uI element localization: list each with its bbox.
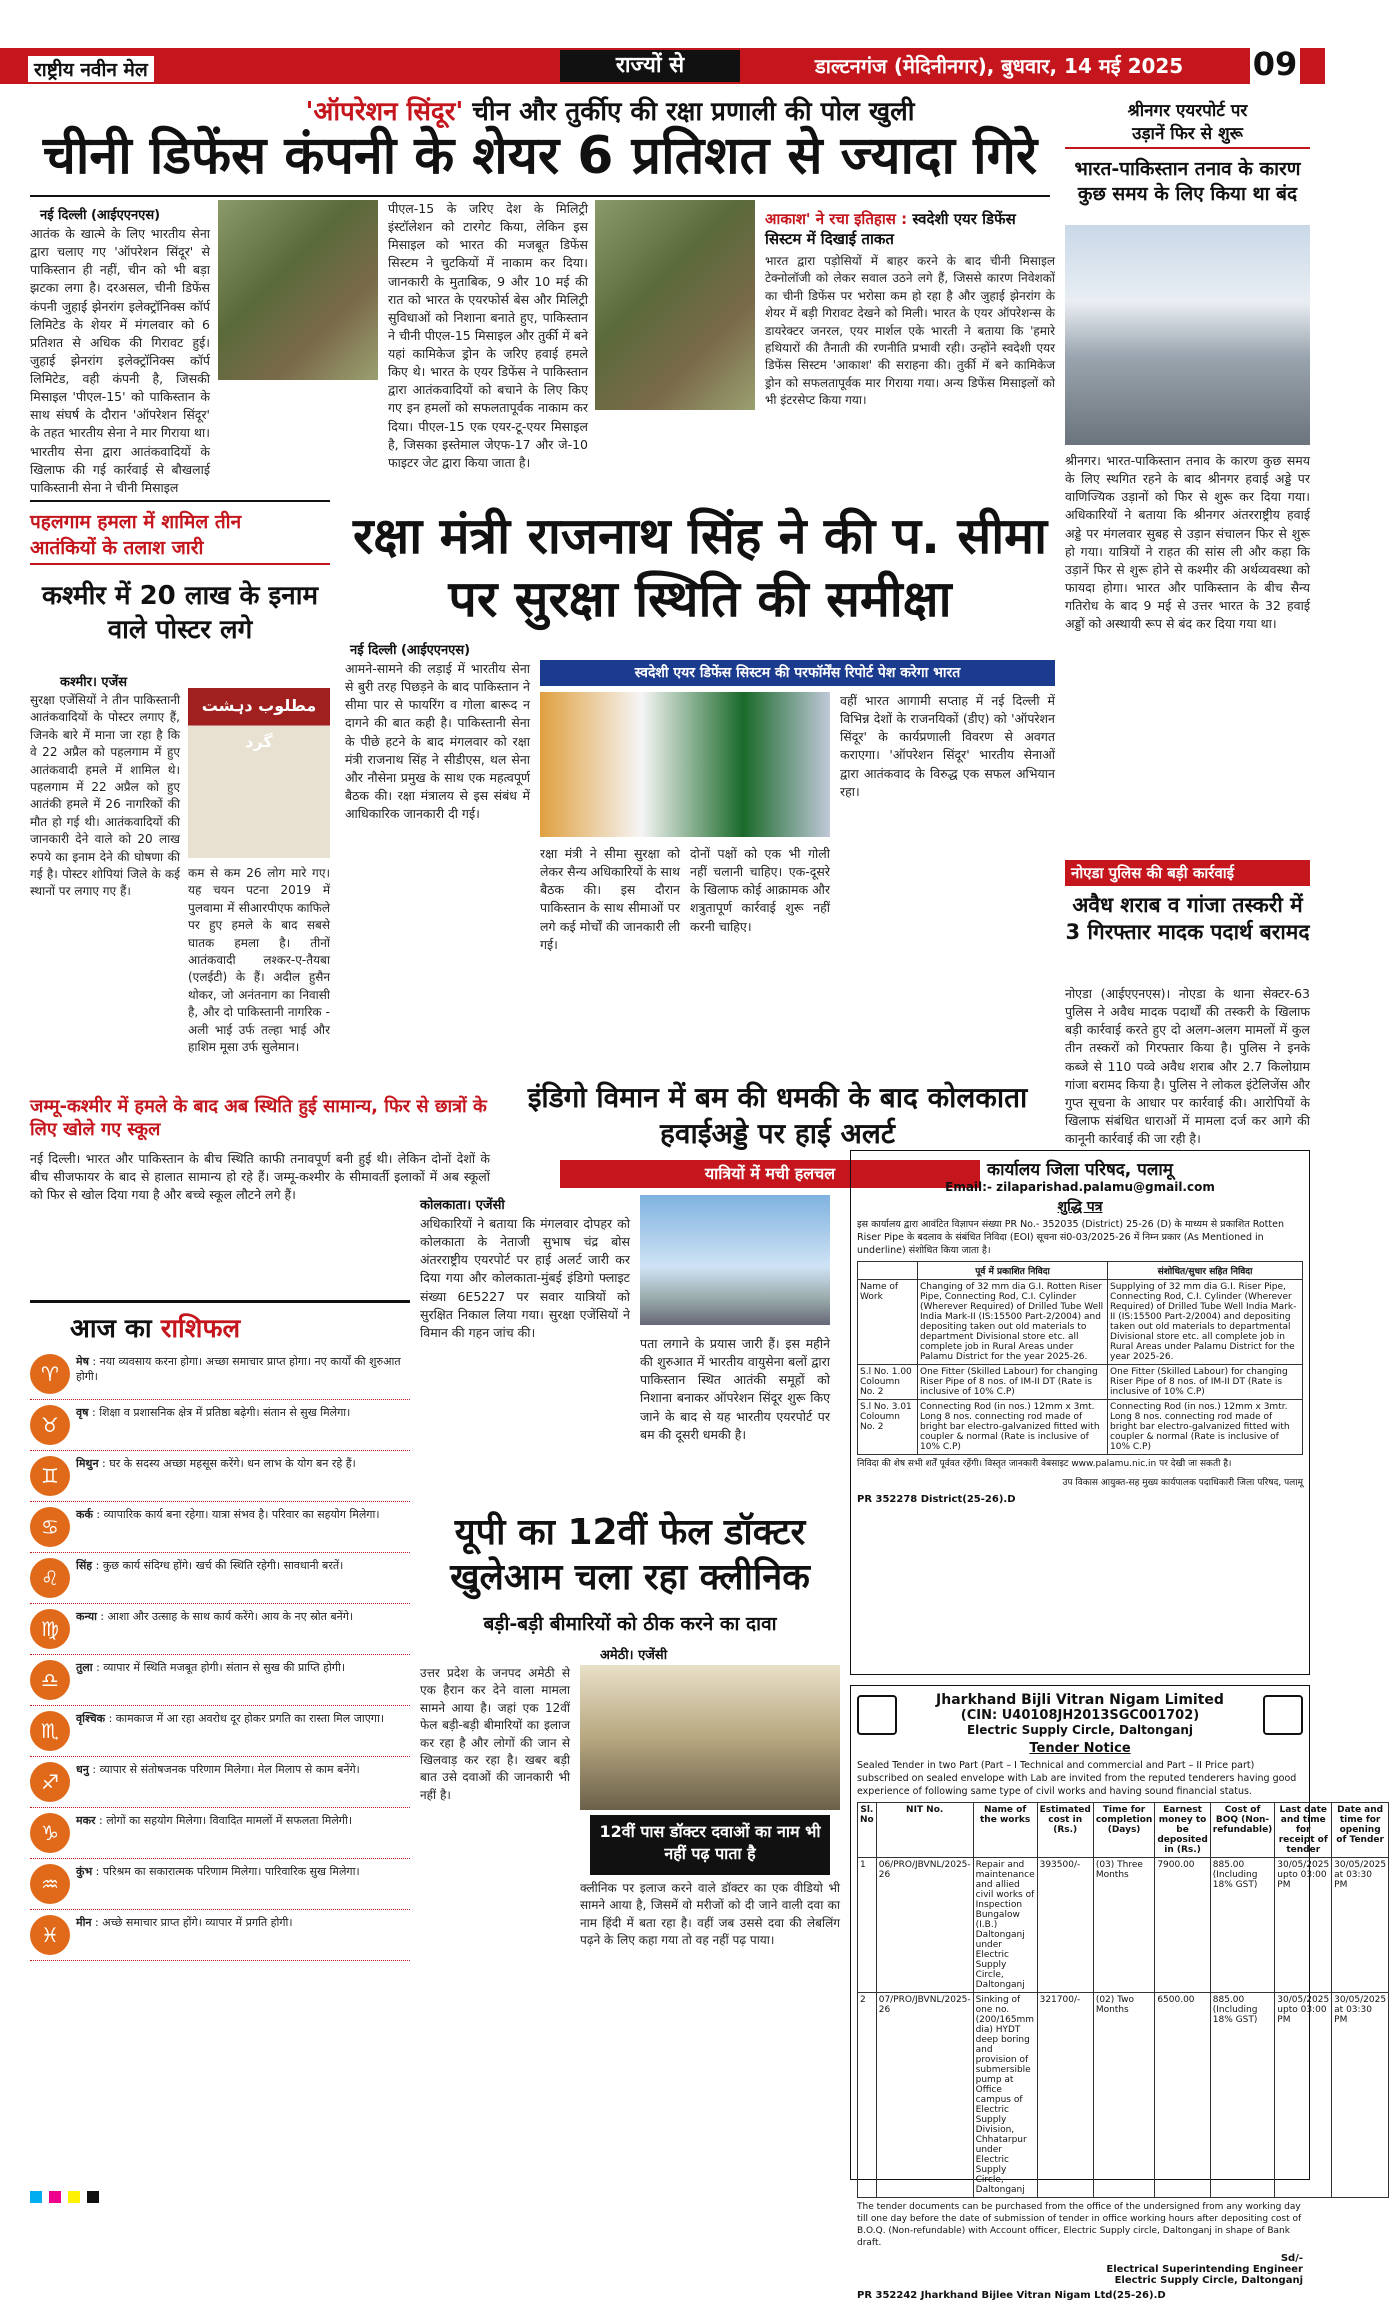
tender-zp-cell: One Fitter (Skilled Labour) for changing Riser Pipe of 8 nos. of IM-II DT (Rate is inclusive of 10% C.P) bbox=[1108, 1365, 1303, 1400]
srinagar-body: श्रीनगर। भारत-पाकिस्तान तनाव के कारण कुछ समय के लिए स्थगित रहने के बाद श्रीनगर हवाई अड्डे पर वाणिज्यिक उड़ानों को फिर से शुरू कर दिया गया। अधिकारियों ने बताया कि श्रीनगर अंतरराष्ट्रीय हवाई अड्डे पर मंगलवार सुबह से उड़ान संचालन फिर से शुरू हो गया। यात्रियों ने राहत की सांस ली और कहा कि उड़ानें फिर से शुरू होने से कश्मीर की अर्थव्यवस्था को फायदा होगा। भारत और पाकिस्तान के बीच सैन्य गतिरोध के बाद 9 मई से उत्तर भारत के 32 हवाई अड्डों को अस्थायी रूप से बंद कर दिया गया था। bbox=[1065, 453, 1310, 632]
tender-zp-cell: S.l No. 3.01 Coloumn No. 2 bbox=[858, 1400, 918, 1455]
rashi-name: मिथुन bbox=[76, 1457, 99, 1470]
lead-rule bbox=[30, 195, 1050, 197]
lead-col2: पीएल-15 के जरिए देश के मिलिट्री इंस्टॉलेशन को टारगेट किया, लेकिन इस मिसाइल को भारत की मजबूत डिफेंस सिस्टम ने चुटकियों में नाकाम कर दिया। जानकारी के मुताबिक, 9 और 10 मई की रात को भारत के एयरफोर्स बेस और मिलिट्री सुविधाओं को निशाना बनाते हुए, पाकिस्तान ने चीनी पीएल-15 मिसाइल और तुर्की में बने यहां कामिकेज ड्रोन के जरिए हवाई हमले किए थे। भारत के एयर डिफेंस ने पाकिस्तान द्वारा आतंकवादियों को बचाने के लिए किए गए इन हमलों को सफलतापूर्वक नाकाम कर दिया। पीएल-15 एक एयर-टू-एयर मिसाइल है, जिसका इस्तेमाल जेएफ-17 और जे-10 फाइटर जेट द्वारा किया जाता है। bbox=[388, 201, 588, 470]
rashi-text: घर के सदस्य अच्छा महसूस करेंगे। धन लाभ के योग बन रहे हैं। bbox=[109, 1457, 356, 1470]
pahalgam-poster-photo bbox=[188, 688, 330, 858]
tender-zp-cell: Name of Work bbox=[858, 1280, 918, 1365]
clinic-byline: अमेठी। एजेंसी bbox=[600, 1648, 668, 1663]
tender-zp-intro: इस कार्यालय द्वारा आवंटित विज्ञापन संख्या PR No.- 352035 (District) 25-26 (D) के माध्यम से प्रकाशित Rotten Riser Pipe के बदलाव के संबंधित निविदा (EOI) सूचना सं0-03/2025-26 में निम्न प्रकार (As Mentioned in underline) संशोधित किया जाता है। bbox=[857, 1219, 1284, 1256]
jbvnl-sign-2: Electrical Superintending Engineer bbox=[1106, 2264, 1303, 2276]
jbvnl-cell: 885.00 (Including 18% GST) bbox=[1210, 1858, 1275, 1993]
tender-zp-title: शुद्धि पत्र bbox=[1057, 1199, 1103, 1215]
jbvnl-pr: PR 352242 Jharkhand Bijlee Vitran Nigam Ltd(25-26).D bbox=[857, 2290, 1166, 2301]
jbvnl-cell: 2 bbox=[858, 1993, 877, 2198]
paper-name: राष्ट्रीय नवीन मेल bbox=[28, 56, 154, 82]
akash-body: भारत द्वारा पड़ोसियों में बाहर करने के बाद चीनी मिसाइल टेक्नोलॉजी को लेकर सवाल उठने लगे हैं, जिससे कारण निवेशकों का चीनी डिफेंस पर भरोसा कम हो रहा है और जुहाई झेनरांग के शेयर में बड़ी गिरावट देखने को मिली। भारत के एयर ऑपरेशन्स के डायरेक्टर जनरल, एयर मार्शल एके भारती ने बताया कि 'हमारे हथियारों की तैनाती की रणनीति प्रभावी रही। उन्होंने स्वदेशी एयर डिफेंस सिस्टम 'आकाश' की सराहना की। तुर्की में बने कामिकेज ड्रोन को सफलतापूर्वक मार गिराया गया। अन्य डिफेंस मिसाइलों को भी इंटरसेप्ट किया गया। bbox=[765, 254, 1055, 408]
jbvnl-circle: Electric Supply Circle, Daltonganj bbox=[966, 1723, 1194, 1737]
tender-zp-footer: निविदा की शेष सभी शर्तें पूर्ववत रहेंगी। विस्तृत जानकारी वेबसाइट www.palamu.nic.in पर देखी जा सकती है। bbox=[857, 1459, 1232, 1470]
rashi-row bbox=[30, 1757, 410, 1808]
pahalgam-label-block bbox=[30, 508, 330, 565]
rashi-symbol-icon: ♈ bbox=[30, 1354, 70, 1394]
jbvnl-cell: 6500.00 bbox=[1155, 1993, 1210, 2198]
jbvnl-cell: Sinking of one no. (200/165mm dia) HYDT deep boring and provision of submersible pump at Office campus of Electric Supply Division, Chhatarpur under Electric Supply Circle, Daltonganj bbox=[973, 1993, 1037, 2198]
lead-byline: नई दिल्ली (आईएएनएस) bbox=[40, 208, 161, 223]
rajnath-strap: स्वदेशी एयर डिफेंस सिस्टम की परफॉर्मेंस रिपोर्ट पेश करेगा भारत bbox=[540, 660, 1055, 686]
noida-bar: नोएडा पुलिस की बड़ी कार्रवाई bbox=[1065, 860, 1310, 886]
jbvnl-cell: 30/05/2025 at 03:30 PM bbox=[1332, 1858, 1389, 1993]
rashi-text: अच्छे समाचार प्राप्त होंगे। व्यापार में प्रगति होगी। bbox=[102, 1916, 293, 1929]
lead-kicker bbox=[250, 92, 970, 128]
tender-zp-col-b: संशोधित/सुधार सहित निविदा bbox=[1108, 1262, 1303, 1280]
rashi-name: वृष bbox=[76, 1406, 89, 1419]
rajnath-headline: रक्षा मंत्री राजनाथ सिंह ने की प. सीमा पर सुरक्षा स्थिति की समीक्षा bbox=[352, 507, 1048, 628]
jbvnl-cell: Repair and maintenance and allied civil works of Inspection Bungalow (I.B.) Daltonganj under Electric Supply Circle, Daltonganj bbox=[973, 1858, 1037, 1993]
tender-zp-row bbox=[858, 1400, 1303, 1455]
rashi-text: व्यापार में स्थिति मजबूत होगी। संतान से सुख की प्राप्ति होगी। bbox=[103, 1661, 346, 1674]
akash-lead-red: आकाश' ने रचा इतिहास : bbox=[765, 210, 908, 228]
jbvnl-cell: (03) Three Months bbox=[1093, 1858, 1155, 1993]
rashi-symbol-icon: ♊ bbox=[30, 1456, 70, 1496]
rajnath-col3: दोनों पक्षों को एक भी गोली नहीं चलानी चाहिए। एक-दूसरे के खिलाफ कोई आक्रामक और शत्रुतापूर्ण कार्रवाई शुरू नहीं करनी चाहिए। bbox=[690, 846, 830, 934]
indigo-body: अधिकारियों ने बताया कि मंगलवार दोपहर को कोलकाता के नेताजी सुभाष चंद्र बोस अंतरराष्ट्रीय एयरपोर्ट पर हाई अलर्ट जारी कर दिया गया और कोलकाता-मुंबई इंडिगो फ्लाइट संख्या 6E5227 पर सवार यात्रियों को सुरक्षित निकाल लिया गया। सुरक्षा एजेंसियों ने विमान की गहन जांच की। bbox=[420, 1216, 630, 1340]
rashi-name: कुंभ bbox=[76, 1865, 93, 1878]
tender-zp-office: कार्यालय जिला परिषद, पलामू bbox=[987, 1160, 1173, 1180]
indigo-bar: यात्रियों में मची हलचल bbox=[560, 1160, 980, 1188]
srinagar-subhead: भारत-पाकिस्तान तनाव के कारण कुछ समय के लिए किया था बंद bbox=[1074, 158, 1301, 205]
rashi-text-block: वृश्चिक : कामकाज में आ रहा अवरोध दूर होकर प्रगति का रास्ता मिल जाएगा। bbox=[76, 1712, 384, 1725]
page-number: 09 bbox=[1250, 44, 1300, 84]
jbvnl-intro: Sealed Tender in two Part (Part – I Technical and commercial and Part – II Price part) subscribed on sealed envelope with Lab are invited from the reputed tenderers having good experience of following same type of civil works and having sound financial status. bbox=[857, 1760, 1297, 1797]
jbvnl-cell: 30/05/2025 at 03:30 PM bbox=[1332, 1993, 1389, 2198]
rashi-row bbox=[30, 1604, 410, 1655]
lead-col1: आतंक के खात्मे के लिए भारतीय सेना द्वारा चलाए गए 'ऑपरेशन सिंदूर' से पाकिस्तान ही नहीं, चीन को भी बड़ा झटका लगा है। दरअसल, चीनी डिफेंस कंपनी जुहाई झेनरांग इलेक्ट्रॉनिक्स कॉर्प लिमिटेड के शेयर में मंगलवार को 6 प्रतिशत से अधिक की गिरावट हुई। जुहाई झेनरांग इलेक्ट्रॉनिक्स कॉर्प लिमिटेड, वही कंपनी है, जिसकी मिसाइल 'पीएल-15' को पाकिस्तान के साथ संघर्ष के दौरान 'ऑपरेशन सिंदूर' के तहत भारतीय सेना ने मार गिराया था। भारतीय सेना द्वारा आतंकवादियों के खिलाफ की गई कार्रवाई से बौखलाई पाकिस्तानी सेना ने चीनी मिसाइल bbox=[30, 226, 210, 495]
jk-school-headline: जम्मू-कश्मीर में हमले के बाद अब स्थिति हुई सामान्य, फिर से छात्रों के लिए खोले गए स्कूल bbox=[30, 1096, 487, 1141]
jbvnl-cell: 885.00 (Including 18% GST) bbox=[1210, 1993, 1275, 2198]
jbvnl-header-cell: Estimated cost in (Rs.) bbox=[1037, 1803, 1093, 1858]
srinagar-head-block bbox=[1065, 98, 1310, 206]
rashi-text: शिक्षा व प्रशासनिक क्षेत्र में प्रतिष्ठा बढ़ेगी। संतान से सुख मिलेगा। bbox=[99, 1406, 351, 1419]
jbvnl-cell: 06/PRO/JBVNL/2025-26 bbox=[876, 1858, 973, 1993]
jbvnl-sign-3: Electric Supply Circle, Daltonganj bbox=[1114, 2275, 1303, 2287]
rashi-name: कन्या bbox=[76, 1610, 97, 1623]
jbvnl-cell: 393500/- bbox=[1037, 1858, 1093, 1993]
rashi-name: तुला bbox=[76, 1661, 93, 1674]
clinic-subhead: बड़ी-बड़ी बीमारियों को ठीक करने का दावा bbox=[483, 1613, 777, 1635]
clinic-box-headline: 12वीं पास डॉक्टर दवाओं का नाम भी नहीं पढ़ पाता है bbox=[590, 1815, 830, 1875]
rashi-row bbox=[30, 1502, 410, 1553]
rashi-symbol-icon: ♉ bbox=[30, 1405, 70, 1445]
srinagar-airport-photo bbox=[1065, 225, 1310, 445]
rashi-text-block: मेष : नया व्यवसाय करना होगा। अच्छा समाचार प्राप्त होगा। नए कार्यों की शुरुआत होगी। bbox=[76, 1355, 401, 1384]
rashi-name: सिंह bbox=[76, 1559, 93, 1572]
jbvnl-header-cell: Sl. No bbox=[858, 1803, 877, 1858]
lead-photo-wreckage bbox=[218, 200, 378, 380]
pahalgam-label-1: पहलगाम हमला में शामिल तीन bbox=[30, 511, 242, 533]
jk-school-body: नई दिल्ली। भारत और पाकिस्तान के बीच स्थिति काफी तनावपूर्ण बनी हुई थी। लेकिन दोनों देशों के बीच सीजफायर के बाद से हालात सामान्य हो रहे हैं। जम्मू-कश्मीर के सीमावर्ती इलाकों में अब स्कूलों को फिर से खोल दिया गया है और बच्चे स्कूल लौटने लगे हैं। bbox=[30, 1151, 490, 1203]
lead-kicker-rest: चीन और तुर्कीए की रक्षा प्रणाली की पोल खुली bbox=[472, 97, 915, 127]
swatch-cyan bbox=[30, 2191, 42, 2203]
akash-box bbox=[765, 210, 1055, 498]
rashi-symbol-icon: ♌ bbox=[30, 1558, 70, 1598]
swatch-magenta bbox=[49, 2191, 61, 2203]
indigo-headline: इंडिगो विमान में बम की धमकी के बाद कोलकाता हवाईअड्डे पर हाई अलर्ट bbox=[527, 1081, 1028, 1151]
rashi-text-block: सिंह : कुछ कार्य संदिग्ध होंगे। खर्च की स्थिति रहेगी। सावधानी बरतें। bbox=[76, 1559, 344, 1572]
jbvnl-logo bbox=[857, 1695, 897, 1735]
rajnath-byline: नई दिल्ली (आईएएनएस) bbox=[350, 643, 471, 658]
rashi-name: कर्क bbox=[76, 1508, 93, 1521]
rashi-text-block: वृष : शिक्षा व प्रशासनिक क्षेत्र में प्रतिष्ठा बढ़ेगी। संतान से सुख मिलेगा। bbox=[76, 1406, 351, 1419]
jbvnl-header-cell: Date and time for opening of Tender bbox=[1332, 1803, 1389, 1858]
jbvnl-logo-right bbox=[1263, 1695, 1303, 1735]
pahalgam-body2: कम से कम 26 लोग मारे गए। यह चयन पटना 2019 में पुलवामा में सीआरपीएफ काफिले पर हुए हमले के बाद सबसे घातक हमला है। तीनों आतंकवादी लश्कर-ए-तैयबा (एलईटी) के हैं। अदील हुसैन थोकर, जो अनंतनाग का निवासी है, और दो पाकिस्तानी नागरिक - अली भाई उर्फ तल्हा भाई और हाशिम मूसा उर्फ सुलेमान। bbox=[188, 866, 330, 1054]
clinic-body: उत्तर प्रदेश के जनपद अमेठी से एक हैरान कर देने वाला मामला सामने आया है। जहां एक 12वीं फेल बड़ी-बड़ी बीमारियों का इलाज कर रहा है और लोगों की जान से खिलवाड़ कर रहा है। खबर बड़ी बात उसे दवाओं की जानकारी भी नहीं है। bbox=[420, 1666, 570, 1802]
rashifal-title bbox=[70, 1309, 410, 1345]
jbvnl-cell: 7900.00 bbox=[1155, 1858, 1210, 1993]
rashi-name: मीन bbox=[76, 1916, 92, 1929]
pahalgam-headline: कश्मीर में 20 लाख के इनाम वाले पोस्टर लगे bbox=[42, 581, 318, 645]
jbvnl-cell: 321700/- bbox=[1037, 1993, 1093, 2198]
rajnath-col2: रक्षा मंत्री ने सीमा सुरक्षा को लेकर सैन्य अधिकारियों के साथ बैठक की। इस दौरान पाकिस्तान के साथ सीमाओं पर लगे कई मोर्चों की जानकारी ली गई। bbox=[540, 846, 680, 952]
rashi-row bbox=[30, 1349, 410, 1400]
srinagar-headline-1: श्रीनगर एयरपोर्ट पर bbox=[1127, 101, 1248, 121]
rashi-symbol-icon: ♓ bbox=[30, 1915, 70, 1955]
rashi-symbol-icon: ♎ bbox=[30, 1660, 70, 1700]
srinagar-headline-2: उड़ानें फिर से शुरू bbox=[1065, 121, 1310, 149]
rashi-text: नया व्यवसाय करना होगा। अच्छा समाचार प्राप्त होगा। नए कार्यों की शुरुआत होगी। bbox=[76, 1355, 401, 1384]
rashi-text: व्यापारिक कार्य बना रहेगा। यात्रा संभव है। परिवार का सहयोग मिलेगा। bbox=[103, 1508, 380, 1521]
clinic-headline: यूपी का 12वीं फेल डॉक्टर खुलेआम चला रहा क्लीनिक bbox=[450, 1512, 810, 1598]
tender-zp-cell: Connecting Rod (in nos.) 12mm x 3mtr. Long 8 nos. connecting rod made of bright bar electro-galvanized fitted with coupler & normal (Rate is inclusive of 10% C.P) bbox=[1108, 1400, 1303, 1455]
rashi-name: मेष bbox=[76, 1355, 89, 1368]
rashi-text-block: कन्या : आशा और उत्साह के साथ कार्य करेंगे। आय के नए स्रोत बनेंगे। bbox=[76, 1610, 354, 1623]
tender-zp-cell: S.l No. 1.00 Coloumn No. 2 bbox=[858, 1365, 918, 1400]
tender-zp-row bbox=[858, 1280, 1303, 1365]
rashi-text-block: कुंभ : परिश्रम का सकारात्मक परिणाम मिलेगा। पारिवारिक सुख मिलेगा। bbox=[76, 1865, 360, 1878]
dateline: डाल्टनगंज (मेदिनीनगर), बुधवार, 14 मई 2025 bbox=[815, 54, 1184, 78]
jbvnl-header-cell: NIT No. bbox=[876, 1803, 973, 1858]
jbvnl-title: Tender Notice bbox=[1029, 1741, 1131, 1756]
rashi-row bbox=[30, 1859, 410, 1910]
jbvnl-row bbox=[858, 1858, 1389, 1993]
rashi-text-block: मीन : अच्छे समाचार प्राप्त होंगे। व्यापार में प्रगति होगी। bbox=[76, 1916, 293, 1929]
tender-zp-cell: One Fitter (Skilled Labour) for changing Riser Pipe of 8 nos. of IM-II DT (Rate is inclusive of 10% C.P) bbox=[918, 1365, 1108, 1400]
rashi-symbol-icon: ♍ bbox=[30, 1609, 70, 1649]
rajnath-side: वहीं भारत आगामी सप्ताह में नई दिल्ली में विभिन्न देशों के राजनयिकों (डीए) को 'ऑपरेशन सिंदूर' के कार्यप्रणाली विवरण से अवगत कराएगा। 'ऑपरेशन सिंदूर' भारतीय सेनाओं द्वारा आतंकवाद के विरुद्ध एक सफल अभियान रहा। bbox=[840, 693, 1055, 799]
rashi-row bbox=[30, 1910, 410, 1961]
rashi-text: व्यापार से संतोषजनक परिणाम मिलेगा। मेल मिलाप से काम बनेंगे। bbox=[99, 1763, 360, 1776]
jbvnl-header-cell: Last date and time for receipt of tender bbox=[1275, 1803, 1332, 1858]
rashi-text-block: तुला : व्यापार में स्थिति मजबूत होगी। संतान से सुख की प्राप्ति होगी। bbox=[76, 1661, 346, 1674]
lead-photo-field bbox=[595, 200, 755, 410]
jbvnl-cell: 1 bbox=[858, 1858, 877, 1993]
rashi-text: लोगों का सहयोग मिलेगा। विवादित मामलों में सफलता मिलेगी। bbox=[106, 1814, 353, 1827]
section-tab: राज्यों से bbox=[560, 50, 740, 82]
tender-zp-cell: Changing of 32 mm dia G.I. Rotten Riser Pipe, Connecting Rod, C.I. Cylinder (Wherever Required) of Drilled Tube Well India Mark-II (IS:15500 Part-2/2004) and depositing taken out old materials to department Divisional store etc. all complete job in Rural Areas under Palamu District for the year 2025-26. bbox=[918, 1280, 1108, 1365]
rashi-name: मकर bbox=[76, 1814, 96, 1827]
rashi-row bbox=[30, 1553, 410, 1604]
rashifal-panel bbox=[30, 1300, 410, 1961]
lead-headline: चीनी डिफेंस कंपनी के शेयर 6 प्रतिशत से ज्यादा गिरे bbox=[42, 126, 1038, 186]
swatch-black bbox=[87, 2191, 99, 2203]
tender-zp-pr: PR 352278 District(25-26).D bbox=[857, 1494, 1016, 1506]
rashifal-list bbox=[30, 1349, 410, 1961]
rashi-row bbox=[30, 1706, 410, 1757]
clinic-body2: क्लीनिक पर इलाज करने वाले डॉक्टर का एक वीडियो भी सामने आया है, जिसमें वो मरीजों को दी जाने वाली दवा का नाम हिंदी में बता रहा है। वहीं जब उससे दवा की लेबलिंग पढ़ने के लिए कहा गया तो वह नहीं पढ़ पाया। bbox=[580, 1881, 840, 1948]
rashi-text-block: धनु : व्यापार से संतोषजनक परिणाम मिलेगा। मेल मिलाप से काम बनेंगे। bbox=[76, 1763, 360, 1776]
rashi-symbol-icon: ♒ bbox=[30, 1864, 70, 1904]
clinic-photo bbox=[580, 1665, 840, 1810]
rashifal-title-2: राशिफल bbox=[160, 1314, 241, 1344]
rashi-text: कामकाज में आ रहा अवरोध दूर होकर प्रगति का रास्ता मिल जाएगा। bbox=[115, 1712, 384, 1725]
tender-jbvnl-panel bbox=[850, 1685, 1387, 2301]
noida-body: नोएडा (आईएएनएस)। नोएडा के थाना सेक्टर-63 पुलिस ने अवैध मादक पदार्थों की तस्करी के खिलाफ बड़ी कार्रवाई करते हुए दो अलग-अलग मामलों में कुल तीन तस्करों को गिरफ्तार किया है। पुलिस ने इनके कब्जे से 110 पव्वे अवैध शराब और 2.7 किलोग्राम गांजा बरामद किया है। पुलिस ने लोकल इंटेलिजेंस और गुप्त सूचना के आधार पर कार्रवाई की। आरोपियों के खिलाफ संबंधित धाराओं में मामला दर्ज कर आगे की कानूनी कार्रवाई की जा रही है। bbox=[1065, 986, 1310, 1146]
rashi-text-block: मकर : लोगों का सहयोग मिलेगा। विवादित मामलों में सफलता मिलेगी। bbox=[76, 1814, 353, 1827]
tender-zp-signature: उप विकास आयुक्त-सह मुख्य कार्यपालक पदाधिकारी जिला परिषद, पलामू bbox=[1062, 1478, 1303, 1489]
indigo-byline: कोलकाता। एजेंसी bbox=[420, 1198, 505, 1213]
rashi-row bbox=[30, 1808, 410, 1859]
jbvnl-footer: The tender documents can be purchased from the office of the undersigned from any working day till one day before the date of submission of tender in office working hours after depositing cost of B.O.Q. (Non-refundable) with Account officer, Electric Supply circle, Daltonganj in shape of Bank draft. bbox=[857, 2202, 1302, 2248]
rashi-symbol-icon: ♋ bbox=[30, 1507, 70, 1547]
jbvnl-row bbox=[858, 1993, 1389, 2198]
rashi-row bbox=[30, 1400, 410, 1451]
rashi-symbol-icon: ♑ bbox=[30, 1813, 70, 1853]
jbvnl-header-cell: Earnest money to be deposited in (Rs.) bbox=[1155, 1803, 1210, 1858]
rashi-text-block: मिथुन : घर के सदस्य अच्छा महसूस करेंगे। धन लाभ के योग बन रहे हैं। bbox=[76, 1457, 356, 1470]
tender-zp-email: Email:- zilaparishad.palamu@gmail.com bbox=[945, 1180, 1215, 1194]
tender-zp-col-a: पूर्व में प्रकाशित निविदा bbox=[918, 1262, 1108, 1280]
pahalgam-rule bbox=[30, 500, 330, 502]
pahalgam-body: सुरक्षा एजेंसियों ने तीन पाकिस्तानी आतंकवादियों के पोस्टर लगाए हैं, जिनके बारे में माना जा रहा है कि वे 22 अप्रैल को पहलगाम में हुए आतंकवादी हमले में शामिल थे। पहलगाम में 22 अप्रैल को हुए आतंकी हमले में 26 नागरिकों की मौत हो गई थी। आतंकवादियों की जानकारी देने वाले को 20 लाख रुपये का इनाम देने की घोषणा की गई है। पोस्टर शोपियां जिले के कई स्थानों पर लगाए गए हैं। bbox=[30, 693, 180, 899]
rajnath-col1: आमने-सामने की लड़ाई में भारतीय सेना से बुरी तरह पिछड़ने के बाद पाकिस्तान ने सीमा पार से फायरिंग व गोला बारूद न दागने की बात कही है। पाकिस्तानी सेना के पीछे हटने के बाद मंगलवार को रक्षा मंत्री राजनाथ सिंह ने सीडीएस, थल सेना और नौसेना प्रमुख के साथ एक महत्वपूर्ण बैठक की। रक्षा मंत्रालय से इस संबंध में आधिकारिक जानकारी दी गई। bbox=[345, 661, 530, 821]
tender-zp-row bbox=[858, 1365, 1303, 1400]
jbvnl-cell: 30/05/2025 upto 03:00 PM bbox=[1275, 1993, 1332, 2198]
rashi-text: आशा और उत्साह के साथ कार्य करेंगे। आय के नए स्रोत बनेंगे। bbox=[107, 1610, 354, 1623]
rashi-text-block: कर्क : व्यापारिक कार्य बना रहेगा। यात्रा संभव है। परिवार का सहयोग मिलेगा। bbox=[76, 1508, 380, 1521]
jbvnl-company: Jharkhand Bijli Vitran Nigam Limited bbox=[936, 1692, 1224, 1708]
akash-lead-rest: स्वदेशी एयर डिफेंस सिस्टम में दिखाई ताकत bbox=[765, 210, 1016, 248]
tender-zp-cell: Supplying of 32 mm dia G.I. Riser Pipe, Connecting Rod, C.I. Cylinder (Wherever Required) of Drilled Tube Well India Mark-II (IS:15500 Part-2/2004) and depositing taken out old materials to departmental Divisional store etc. all complete job in Rural Areas under Palamu District for the year 2025-26. bbox=[1108, 1280, 1303, 1365]
rashi-row bbox=[30, 1451, 410, 1502]
indigo-plane-photo bbox=[640, 1195, 830, 1325]
jbvnl-cell: 07/PRO/JBVNL/2025-26 bbox=[876, 1993, 973, 2198]
swatch-yellow bbox=[68, 2191, 80, 2203]
registration-swatches bbox=[30, 2188, 101, 2207]
jbvnl-header-cell: Cost of BOQ (Non-refundable) bbox=[1210, 1803, 1275, 1858]
noida-headline: अवैध शराब व गांजा तस्करी में 3 गिरफ्तार मादक पदार्थ बरामद bbox=[1065, 893, 1310, 945]
jbvnl-cin: (CIN: U40108JH2013SGC001702) bbox=[960, 1708, 1200, 1723]
pahalgam-poster-text: مطلوب دہشت گرد bbox=[201, 696, 317, 751]
rashi-text: परिश्रम का सकारात्मक परिणाम मिलेगा। पारिवारिक सुख मिलेगा। bbox=[102, 1865, 360, 1878]
rashi-row bbox=[30, 1655, 410, 1706]
rashi-name: धनु bbox=[76, 1763, 89, 1776]
tender-zp-cell: Connecting Rod (in nos.) 12mm x 3mt. Long 8 nos. connecting rod made of bright bar electro-galvanized fitted with coupler & normal (Rate is inclusive of 10% C.P) bbox=[918, 1400, 1108, 1455]
pahalgam-byline: कश्मीर। एजेंस bbox=[60, 675, 128, 690]
jbvnl-sign-1: Sd/- bbox=[1280, 2253, 1303, 2265]
tender-zp-table bbox=[857, 1261, 1303, 1455]
rajnath-photo bbox=[540, 692, 830, 837]
jbvnl-cell: 30/05/2025 upto 03:00 PM bbox=[1275, 1858, 1332, 1993]
lead-kicker-red: 'ऑपरेशन सिंदूर' bbox=[305, 97, 464, 127]
rashi-symbol-icon: ♐ bbox=[30, 1762, 70, 1802]
pahalgam-label-2: आतंकियों के तलाश जारी bbox=[30, 534, 330, 565]
rashi-symbol-icon: ♏ bbox=[30, 1711, 70, 1751]
rashi-text: कुछ कार्य संदिग्ध होंगे। खर्च की स्थिति रहेगी। सावधानी बरतें। bbox=[102, 1559, 344, 1572]
jbvnl-header-cell: Name of the works bbox=[973, 1803, 1037, 1858]
rashi-name: वृश्चिक bbox=[76, 1712, 106, 1725]
indigo-body2: पता लगाने के प्रयास जारी हैं। इस महीने की शुरुआत में भारतीय वायुसेना बलों द्वारा पाकिस्तान स्थित आतंकी समूहों को निशाना बनाकर ऑपरेशन सिंदूर शुरू किए जाने के बाद से यह भारतीय एयरपोर्ट पर बम की दूसरी धमकी है। bbox=[640, 1336, 830, 1442]
jbvnl-header-cell: Time for completion (Days) bbox=[1093, 1803, 1155, 1858]
tender-zp-panel bbox=[850, 1150, 1310, 1675]
jbvnl-table bbox=[857, 1802, 1389, 2198]
rashifal-title-1: आज का bbox=[70, 1314, 152, 1344]
jbvnl-cell: (02) Two Months bbox=[1093, 1993, 1155, 2198]
